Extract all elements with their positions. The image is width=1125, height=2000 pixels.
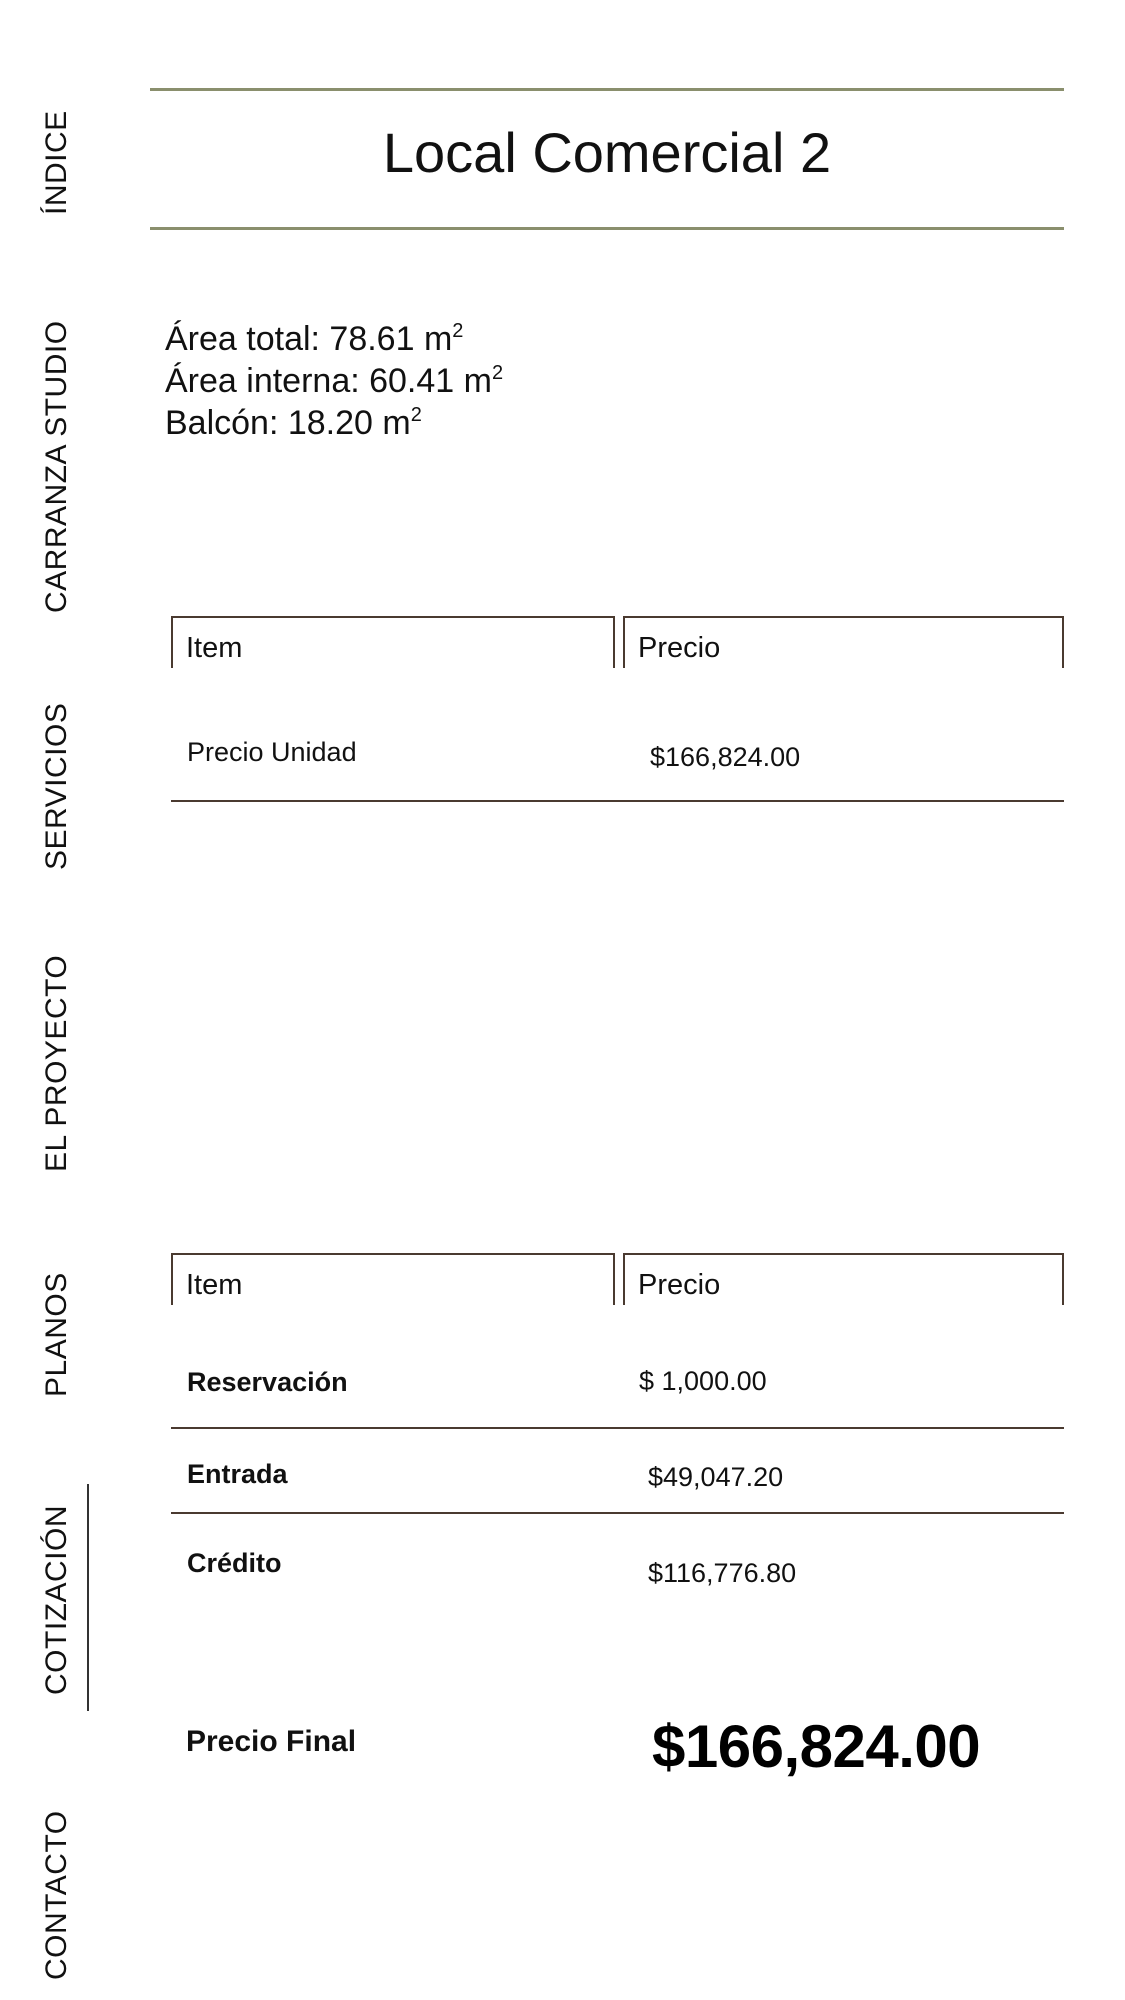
table-cell-item: Entrada [187, 1459, 288, 1489]
title-bottom-rule [150, 227, 1064, 230]
nav-label-servicios: SERVICIOS [40, 702, 73, 870]
table-cell-item: Precio Unidad [187, 737, 357, 767]
nav-item-indice[interactable] [0, 95, 112, 225]
table-cell-price: $116,776.80 [648, 1558, 797, 1588]
nav-label-indice: ÍNDICE [40, 110, 73, 215]
table-header-item [171, 616, 615, 668]
page-title: Local Comercial 2 [382, 121, 832, 184]
area-info [165, 318, 503, 444]
area-interna [165, 360, 503, 402]
table-header-price-label: Precio [638, 1269, 721, 1301]
table-header-item [171, 1253, 615, 1305]
area-balcon [165, 402, 503, 444]
table-cell-price: $49,047.20 [648, 1462, 784, 1492]
title-top-rule [150, 88, 1064, 91]
nav-item-el-proyecto[interactable] [0, 945, 112, 1175]
nav-item-cotizacion[interactable] [0, 1490, 112, 1700]
table-row-divider [171, 1512, 1064, 1514]
nav-label-cotizacion: COTIZACIÓN [40, 1505, 73, 1695]
table-cell-price: $166,824.00 [650, 742, 801, 772]
area-unit-exponent: 2 [410, 404, 422, 426]
table-header-item-label: Item [186, 1269, 243, 1301]
final-price-value: $166,824.00 [652, 1713, 981, 1780]
table-header-price [623, 616, 1064, 668]
final-price-label: Precio Final [186, 1725, 357, 1758]
area-total-text: Área total: 78.61 m [165, 320, 453, 358]
area-interna-text: Área interna: 60.41 m [165, 362, 492, 400]
table-header-item-label: Item [186, 632, 243, 664]
nav-item-contacto[interactable] [0, 1800, 112, 1985]
nav-label-contacto: CONTACTO [40, 1810, 73, 1980]
nav-item-carranza-studio[interactable] [0, 305, 112, 615]
area-total [165, 318, 503, 360]
table-cell-price: $ 1,000.00 [639, 1366, 767, 1396]
table-header-price [623, 1253, 1064, 1305]
nav-active-indicator [87, 1484, 89, 1711]
nav-item-servicios[interactable] [0, 695, 112, 875]
table-row-divider [171, 800, 1064, 802]
table-header-price-label: Precio [638, 632, 721, 664]
table-cell-item: Crédito [187, 1548, 282, 1578]
area-unit-exponent: 2 [491, 362, 504, 384]
nav-item-planos[interactable] [0, 1265, 112, 1400]
nav-label-el-proyecto: EL PROYECTO [40, 954, 73, 1172]
area-balcon-text: Balcón: 18.20 m [165, 404, 411, 442]
table-cell-item: Reservación [187, 1367, 348, 1397]
area-unit-exponent: 2 [452, 320, 464, 342]
nav-label-planos: PLANOS [40, 1272, 73, 1397]
nav-label-carranza-studio: CARRANZA STUDIO [40, 320, 73, 613]
table-row-divider [171, 1427, 1064, 1429]
